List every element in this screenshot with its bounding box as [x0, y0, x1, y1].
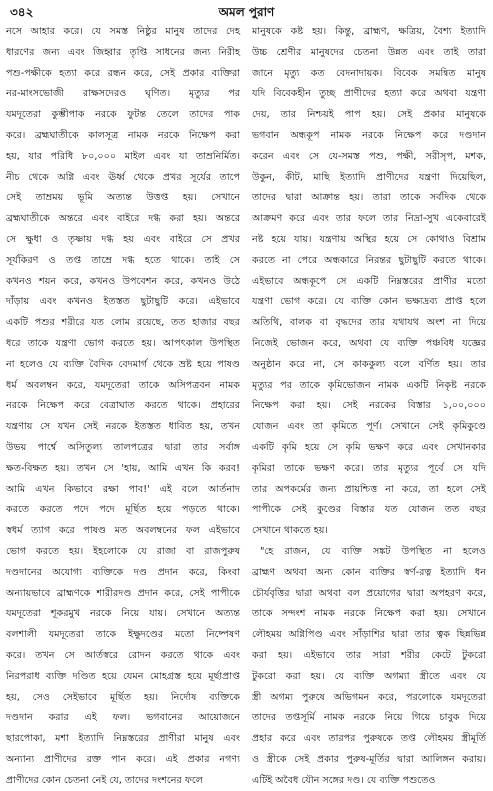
text-line: একটি কৃমি হয়ে সে কৃমি ভক্ষণ করে এবং সেখানকার: [252, 441, 486, 453]
text-line: তাদের দ্বারা আক্রান্ত হয়। তারা তাকে সর্বদিক থেকে: [252, 192, 486, 204]
page-header: [0, 4, 493, 22]
text-line: অতিথি, বালক বা বৃদ্ধদের তার যথাযথ অংশ না দিয়ে: [252, 317, 486, 329]
text-line: উকুন, কীট, মাছি ইত্যাদি প্রাণীদের যন্ত্রণা দিয়েছিল,: [252, 171, 486, 183]
text-line: করেন এবং সে যে-সমস্ত পশু, পক্ষী, সরীসৃপ, মশক,: [252, 150, 486, 162]
text-line: টুকরো করা হয়। যে ব্যক্তি অগম্যা স্ত্রীতে এবং যে: [252, 670, 486, 682]
text-line: ভোগ করতে হয়। ইহলোকে যে রাজা বা রাজপুরুষ: [6, 545, 240, 557]
text-line: অন্যান্য প্রাণীদের রক্ত পান করে। এই প্রকার নগণ্য: [6, 753, 240, 765]
text-line: নিজেই ভোজন করে, অথবা যে ব্যক্তি পঞ্চবিধ যজ্ঞের: [252, 337, 486, 349]
text-line: দাঁড়ায় এবং কখনও ইতস্তত ছুটাছুটি করে। এইভাবে: [6, 296, 240, 308]
text-line: দণ্ডদানের অযোগ্য ব্যক্তিকে দণ্ড প্রদান করে, কিংবা: [6, 566, 240, 578]
right-column: [252, 22, 486, 786]
text-line: যন্ত্রণায় সে যখন সেই নরকে ইতস্তত ধাবিত হয়, তখন: [6, 421, 240, 433]
text-line: করে। ব্রহ্মঘাতীকে কালসূত্র নামক নরকে নিক্ষেপ করা: [6, 129, 240, 141]
text-line: লৌহময় অগ্নিপিণ্ড এবং সাঁড়াশির দ্বারা তার ত্বক ছিন্নভিন্ন: [252, 629, 486, 641]
text-line: নিরপরাধ ব্যক্তি দণ্ডিত হয়ে যেমন মোহগ্রস্ত হয়ে মূর্ছাপ্রাপ্ত: [6, 670, 240, 682]
text-line: নসে আহার করে। যে সমস্ত নিষ্ঠুর মানুষ তাদের দেহ: [6, 26, 240, 37]
text-line: বলশালী যমদূতেরা তাকে ইক্ষুদণ্ডের মতো নিষ্পেষণ: [6, 629, 240, 641]
text-line: নিক্ষেপ করা হয়। সেই নরকের বিস্তার ১,০০,০০০: [252, 400, 486, 412]
text-line: করতে করতে পদে পদে মূর্ছিত হয়ে পড়তে থাকে।: [6, 504, 240, 516]
text-line: ব্রাহ্মণ অথবা অন্য কোন ব্যক্তির স্বর্ণ-রত্ন ইত্যাদি ধন: [252, 566, 486, 578]
text-line: করে। তখন সে আর্তস্বরে রোদন করতে থাকে এবং: [6, 649, 240, 661]
text-line: সূর্যকিরণ ও তপ্ত তাম্রে দগ্ধ হতে থাকে। তাই সে: [6, 254, 240, 266]
text-line: জানে মৃত্যু কত বেদনাদায়ক। বিবেক সমন্বিত মানুষ: [252, 67, 486, 79]
text-line: উচ্চ শ্রেণীর মানুষদের চেতনা উন্নত এবং তাই তারা: [252, 46, 486, 58]
text-line: স্বধর্ম ত্যাগ করে পাষণ্ড মত অবলম্বনের ফল এইভাবে: [6, 525, 240, 537]
text-line: করা হয়। এইভাবে তার সারা শরীর কেটে টুকরো: [252, 649, 486, 661]
text-line: প্রহার করে এবং তারপর পুরুষকে তপ্ত লৌহময় স্ত্রীমূর্তি: [252, 733, 486, 745]
text-line: যমদূতেরা কুম্ভীপাক নরকে ফুটন্ত তেলে তাদের পাক: [6, 109, 240, 121]
text-line: ব্রহ্মঘাতীকে অন্তরে এবং বাইরে দগ্ধ করা হয়। অন্তরে: [6, 213, 240, 225]
text-line: এটিই অবৈধ যৌন সঙ্গের দণ্ড। যে ব্যক্তি পশুতেও: [252, 774, 436, 786]
text-line: উভয় পার্শ্বে অসিতুল্য তালপত্রের দ্বারা তার সর্বাঙ্গ: [6, 441, 240, 453]
text-line: তাকে সন্দংশ নামক নরকে নিক্ষেপ করা হয়। সেখানে: [252, 608, 486, 620]
text-line: কৃমিরা তাকে ভক্ষণ করে। তার মৃত্যুর পূর্বে সে যদি: [252, 462, 486, 474]
text-line: একটি পশুর শরীরে যত লোম রয়েছে, তত হাজার বছর: [6, 317, 240, 329]
text-line: মানুষকে কষ্ট হয়। কিন্তু, ব্রাহ্মণ, ক্ষত্রিয়, বৈশ্য ইত্যাদি: [252, 26, 486, 37]
text-line: দেয়, তার নিশ্চয়ই পাপ হয়। সেই প্রকার মানুষকে: [252, 109, 486, 121]
text-line: ধারণের জন্য এবং জিহ্বার তৃপ্তি সাধনের জন্য নিরীহ: [6, 46, 240, 58]
text-line: করতে না পেরে অন্ধকারে নিরন্তর ছুটাছুটি করতে থাকে।: [252, 254, 486, 266]
page-number: ৩৪২: [10, 5, 34, 19]
text-line: নষ্ট হয়ে যায়। যন্ত্রণায় অস্থির হয়ে সে কোথাও বিশ্রাম: [252, 233, 486, 245]
text-line: আক্রমণ করে এবং তার ফলে তার নিদ্রা-সুখ একেবারেই: [252, 213, 486, 225]
text-line: যন্ত্রণা ভোগ করে। যে ব্যক্তি কোন ভক্ষ্যদ্রব্য প্রাপ্ত হলে: [252, 296, 486, 308]
text-line: আমি এখন কিভাবে রক্ষা পাব!' এই বলে আর্তনাদ: [6, 483, 240, 495]
text-line: ভগবান অন্ধকূপ নামক নরকে নিক্ষেপ করে দণ্ডদান: [252, 129, 486, 141]
text-line: ধরে তাকে যন্ত্রণা ভোগ করতে হয়। আপৎকাল উপস্থিত: [6, 337, 240, 349]
left-column: [6, 22, 240, 786]
text-line: যদি বিবেকহীন তুচ্ছ প্রাণীদের হত্যা করে অথবা যন্ত্রণা: [252, 88, 486, 100]
text-line: "হে রাজন, যে ব্যক্তি সঙ্কট উপস্থিত না হলেও: [260, 545, 486, 557]
text-line: সেখানে থাকতে হয়।: [252, 525, 328, 537]
text-line: সে ক্ষুধা ও তৃষ্ণায় দগ্ধ হয় এবং বাইরে সে প্রখর: [6, 233, 240, 245]
text-line: এইভাবে অন্ধকূপে সে একটি নিম্নস্তরের প্রাণীর মতো: [252, 275, 486, 287]
text-line: স্ত্রী অগম্য পুরুষে অভিগমন করে, পরলোকে যমদূতেরা: [252, 691, 486, 703]
text-line: নরকে নিক্ষেপ করে বেত্রাঘাত করতে থাকে। প্রহারের: [6, 400, 240, 412]
text-line: ছারপোকা, মশা ইত্যাদি নিম্নস্তরের প্রাণীরা মানুষ এবং: [6, 733, 240, 745]
text-line: ধর্ম অবলম্বন করে, যমদূতেরা তাকে অসিপত্রবন নামক: [6, 379, 240, 391]
text-line: মৃত্যুর পর তাকে কৃমিভোজন নামক একটি নিকৃষ্ট নরকে: [252, 379, 486, 391]
text-line: হয়, সেও সেইভাবে মূর্ছিত হয়। নির্দোষ ব্যক্তিকে: [6, 691, 240, 703]
text-line: অনুষ্ঠান করে না, সে কাককুল্য বলে বর্ণিত হয়। তার: [252, 358, 486, 370]
text-line: না হলেও যে ব্যক্তি বৈদিক বেদমার্গ থেকে ভ্রষ্ট হয়ে পাষণ্ড: [6, 358, 240, 370]
text-line: চৌর্যবৃত্তির দ্বারা অথবা বল প্রয়োগের দ্বারা অপহরণ করে,: [252, 587, 486, 599]
text-line: কখনও শয়ন করে, কখনও উপবেশন করে, কখনও উঠে: [6, 275, 240, 287]
text-line: দণ্ডদান করার এই ফল। ভগবানের আয়োজনে: [6, 712, 240, 724]
text-line: যোজন এবং তা কৃমিতে পূর্ণ। সেখানে সেই কৃমিকুণ্ডে: [252, 421, 486, 433]
text-line: পাপীকে সেই কুণ্ডের বিস্তার যত যোজন তত বছর: [252, 504, 486, 516]
text-line: প্রাণীদের কোন চেতনা নেই যে, তাদের দংশনের ফলে: [6, 774, 203, 786]
text-line: তার অপকর্মের জন্য প্রায়শ্চিত্ত না করে, তা হলে সেই: [252, 483, 486, 495]
text-line: হয়, যার পরিধি ৮০,০০০ মাইল এবং যা তাম্রনির্মিত।: [6, 150, 240, 162]
text-line: তাদের তপ্তসূর্মি নামক নরকে নিয়ে গিয়ে চাবুক দিয়ে: [252, 712, 486, 724]
text-line: যমদূতেরা শূকরমুখ নরকে নিয়ে যায়। সেখানে অত্যন্ত: [6, 608, 240, 620]
text-line: ও স্ত্রীকে সেই প্রকার পুরুষ-মূর্তির দ্বারা আলিঙ্গন করায়।: [252, 753, 486, 765]
text-line: পশু-পক্ষীকে হত্যা করে রন্ধন করে, সেই প্রকার ব্যক্তিরা: [6, 67, 240, 79]
text-line: সেই তাম্রময় ভূমি অত্যন্ত উত্তপ্ত হয়। সেখানে: [6, 192, 240, 204]
text-line: নর-মাংসভোজী রাক্ষসদেরও ঘৃণিত। মৃত্যুর পর: [6, 88, 240, 100]
text-line: নীচ থেকে অগ্নি এবং ঊর্ধ্ব থেকে প্রখর সূর্যের তাপে: [6, 171, 240, 183]
text-line: অন্যায়ভাবে ব্রাহ্মণকে শারীরদণ্ড প্রদান করে, সেই পাপীকে: [6, 587, 240, 599]
text-line: ক্ষত-বিক্ষত হয়। তখন সে 'হায়, আমি এখন কি করব!: [6, 462, 240, 474]
running-title: অমল পুরাণ: [218, 5, 275, 19]
